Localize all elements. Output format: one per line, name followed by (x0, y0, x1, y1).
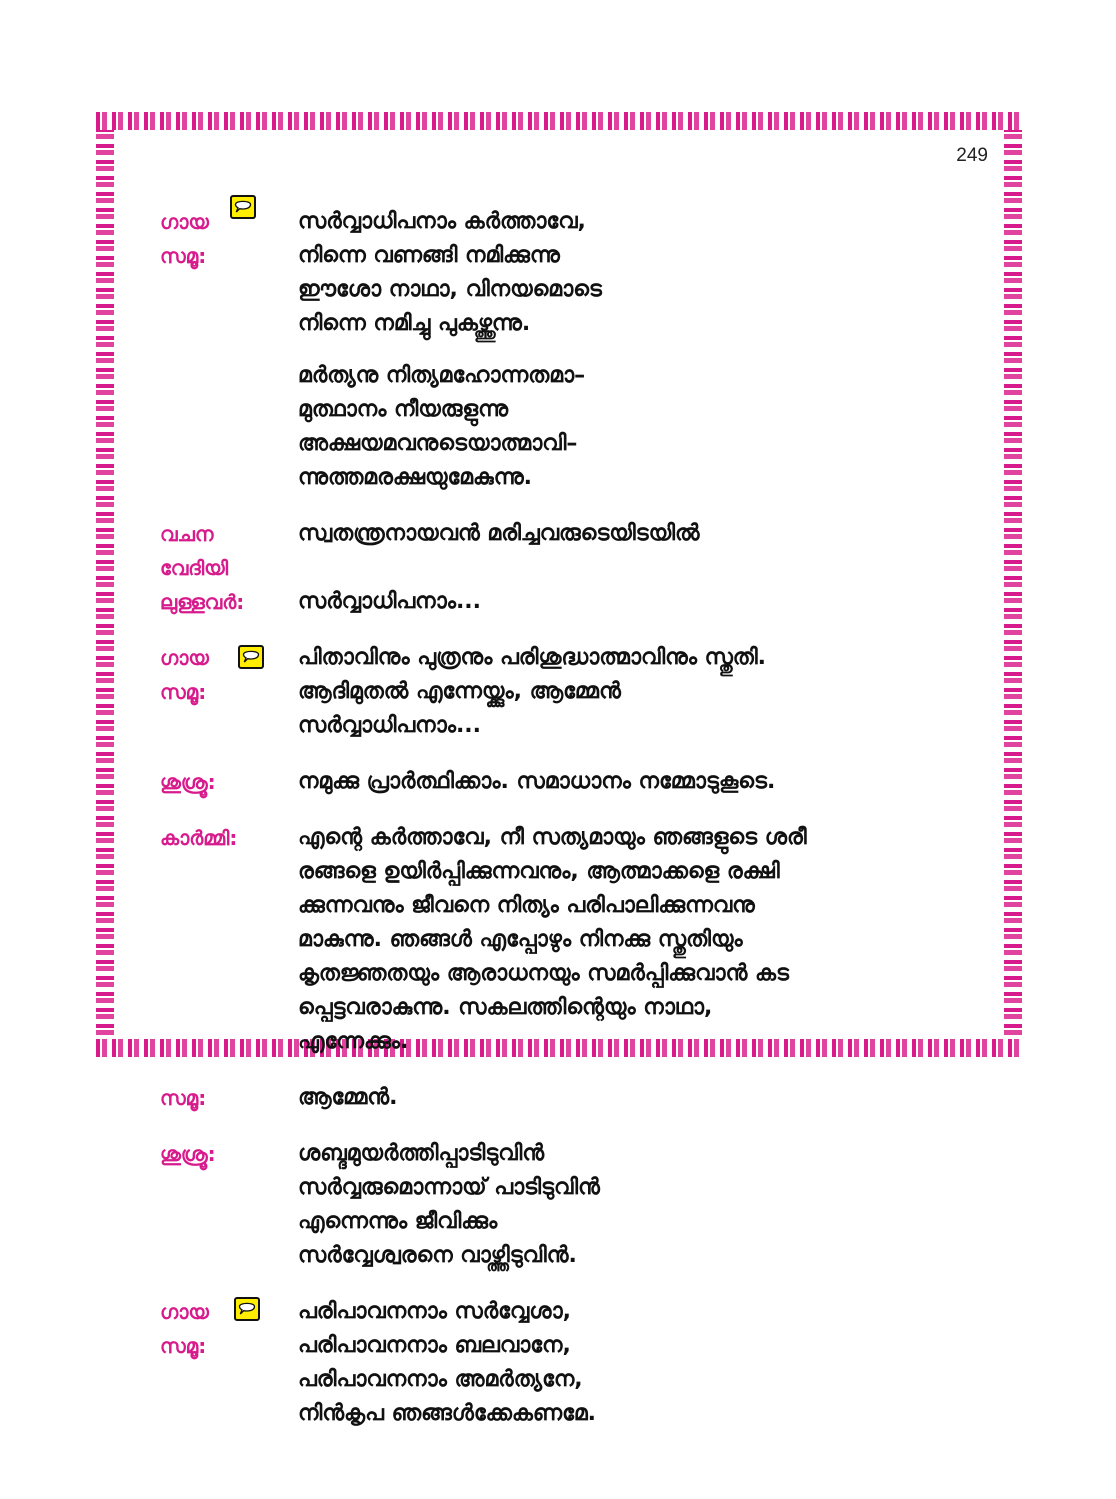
text-line: ക്കുന്നവനും ജീവനെ നിത്യം പരിപാലിക്കുന്നവനു (298, 893, 755, 918)
speaker-label (160, 517, 298, 619)
text-line: മാകുന്നു. ഞങ്ങൾ എപ്പോഴും നിനക്കു സ്തുതിയും (298, 927, 743, 952)
speaker-text: ശുശ്രൂ: (160, 1142, 216, 1166)
speaker-text: സമൂ: (160, 1086, 207, 1110)
speaker-text: സമൂ: (160, 1334, 207, 1358)
text-line: നിൻകൃപ ഞങ്ങൾക്കേകണമേ. (298, 1401, 597, 1426)
text-line: മുത്ഥാനം നീയരുളുന്നു (298, 397, 509, 422)
speaker-label (160, 1295, 298, 1431)
text-line: ശബ്ദമുയർത്തിപ്പാടിടുവിൻ (298, 1141, 545, 1166)
text-line: പിതാവിനും പുത്രനും പരിശുദ്ധാത്മാവിനും സ്തുതി. (298, 645, 767, 670)
liturgy-entry (160, 1295, 970, 1431)
text-line: പരിപാവനനാം അമർത്യനേ, (298, 1367, 583, 1392)
text-line: പരിപാവനനാം സർവ്വേശാ, (298, 1299, 571, 1324)
speaker-label (160, 1137, 298, 1273)
speaker-text: ലുള്ളവർ: (160, 590, 245, 614)
text-line: സർവ്വാധിപനാം... (298, 713, 482, 738)
entry-text (298, 1081, 970, 1115)
text-line: സർവ്വേശ്വരനെ വാഴ്ത്തിടുവിൻ. (298, 1243, 577, 1268)
comment-icon[interactable] (238, 645, 264, 669)
speaker-label (160, 641, 298, 743)
text-line: നിന്നെ വണങ്ങി നമിക്കുന്നു (298, 243, 560, 268)
text-line: സർവ്വാധിപനാം കർത്താവേ, (298, 209, 586, 234)
liturgy-entry (160, 1137, 970, 1273)
entry-text (298, 517, 970, 619)
comment-icon[interactable] (234, 1297, 260, 1321)
speaker-text: സമൂ: (160, 680, 207, 704)
text-line: സർവ്വാധിപനാം... (298, 589, 482, 614)
speaker-text: വേദിയി (160, 556, 229, 580)
text-line: സ്വതന്ത്രനായവൻ മരിച്ചവരുടെയിടയിൽ (298, 521, 700, 546)
text-line: സർവ്വരുമൊന്നായ് പാടിടുവിൻ (298, 1175, 600, 1200)
text-line: ഈശോ നാഥാ, വിനയമൊടെ (298, 277, 602, 302)
text-line: ആദിമുതൽ എന്നേയ്ക്കും, ആമ്മേൻ (298, 679, 621, 704)
liturgy-entry (160, 765, 970, 799)
liturgy-entry (160, 641, 970, 743)
speaker-text: ഗായ (160, 210, 209, 234)
liturgy-text (160, 205, 970, 1453)
liturgy-entry (160, 821, 970, 1059)
speaker-text: സമൂ: (160, 244, 207, 268)
text-line: അക്ഷയമവനുടെയാത്മാവി– (298, 431, 578, 456)
speaker-label (160, 821, 298, 1059)
liturgy-entry (160, 205, 970, 495)
page-number: 249 (956, 145, 988, 166)
text-line (298, 551, 970, 585)
comment-icon[interactable] (230, 195, 256, 219)
text-line: എന്റെ കർത്താവേ, നീ സത്യമായും ഞങ്ങളുടെ ശരീ (298, 825, 807, 850)
entry-text (298, 641, 970, 743)
text-line: ആമ്മേൻ. (298, 1085, 398, 1110)
text-line: എന്നെന്നും ജീവിക്കും (298, 1209, 498, 1234)
text-line: ന്നുത്തമരക്ഷയുമേകുന്നു. (298, 465, 533, 490)
text-line: പ്പെട്ടവരാകുന്നു. സകലത്തിന്റെയും നാഥാ, (298, 995, 713, 1020)
speaker-text: കാർമ്മി: (160, 826, 238, 850)
speaker-label (160, 205, 298, 495)
entry-text (298, 205, 970, 495)
speaker-text: ശുശ്രൂ: (160, 770, 216, 794)
speaker-text: ഗായ (160, 1300, 209, 1324)
speaker-label (160, 1081, 298, 1115)
entry-text (298, 1295, 970, 1431)
liturgy-entry (160, 1081, 970, 1115)
entry-text (298, 821, 970, 1059)
speaker-text: ഗായ (160, 646, 209, 670)
entry-text (298, 765, 970, 799)
speaker-text: വചന (160, 522, 214, 546)
text-line: നിന്നെ നമിച്ചു പുകഴ്ത്തുന്നു. (298, 311, 531, 336)
text-line: കൃതജ്ഞതയും ആരാധനയും സമർപ്പിക്കുവാൻ കട (298, 961, 790, 986)
speaker-label (160, 765, 298, 799)
text-line: രങ്ങളെ ഉയിർപ്പിക്കുന്നവനും, ആത്മാക്കളെ രക്ഷി (298, 859, 780, 884)
text-line: മർത്യനു നിത്യമഹോന്നതമാ– (298, 363, 586, 388)
text-line: പരിപാവനനാം ബലവാനേ, (298, 1333, 571, 1358)
entry-text (298, 1137, 970, 1273)
text-line: നമുക്കു പ്രാർത്ഥിക്കാം. സമാധാനം നമ്മോടുകൂടെ. (298, 769, 776, 794)
liturgy-entry (160, 517, 970, 619)
text-line: എന്നേക്കും. (298, 1029, 409, 1054)
